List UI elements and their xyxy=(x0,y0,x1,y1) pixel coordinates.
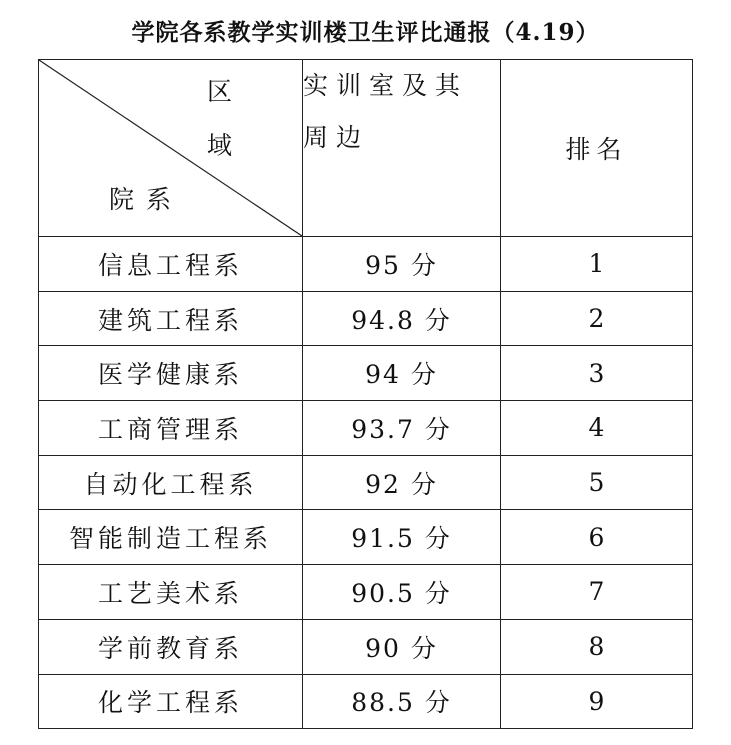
department-name: 医学健康系 xyxy=(39,346,303,401)
rank-value: 4 xyxy=(501,401,693,456)
department-name: 化学工程系 xyxy=(39,674,303,729)
header-room-area xyxy=(303,60,501,237)
score-value: 90.5 分 xyxy=(303,565,501,620)
score-value: 90 分 xyxy=(303,619,501,674)
header-room-line2: 周边 xyxy=(303,123,370,152)
table-row xyxy=(39,674,693,729)
table-row xyxy=(39,291,693,346)
table-row xyxy=(39,237,693,292)
score-value: 95 分 xyxy=(303,237,501,292)
rank-value: 1 xyxy=(501,237,693,292)
rank-value: 9 xyxy=(501,674,693,729)
score-value: 93.7 分 xyxy=(303,401,501,456)
department-name: 建筑工程系 xyxy=(39,291,303,346)
score-value: 91.5 分 xyxy=(303,510,501,565)
header-department-label: 院系 xyxy=(109,185,184,214)
header-room-line1: 实训室及其 xyxy=(303,71,469,100)
rank-value: 2 xyxy=(501,291,693,346)
table-row xyxy=(39,565,693,620)
report-title: 学院各系教学实训楼卫生评比通报（4.19） xyxy=(131,19,600,46)
score-value: 92 分 xyxy=(303,455,501,510)
table-row xyxy=(39,455,693,510)
rank-value: 8 xyxy=(501,619,693,674)
department-name: 信息工程系 xyxy=(39,237,303,292)
rank-value: 6 xyxy=(501,510,693,565)
score-value: 94.8 分 xyxy=(303,291,501,346)
table-header-row xyxy=(39,60,693,237)
department-name: 工商管理系 xyxy=(39,401,303,456)
department-name: 自动化工程系 xyxy=(39,455,303,510)
score-value: 94 分 xyxy=(303,346,501,401)
table-row xyxy=(39,510,693,565)
header-region-char-2: 域 xyxy=(207,131,233,160)
table-row xyxy=(39,401,693,456)
rank-value: 5 xyxy=(501,455,693,510)
ranking-table xyxy=(38,59,693,729)
rank-value: 7 xyxy=(501,565,693,620)
table-row xyxy=(39,619,693,674)
table-row xyxy=(39,346,693,401)
header-region-char-1: 区 xyxy=(207,77,233,106)
diagonal-header-cell xyxy=(39,60,303,237)
score-value: 88.5 分 xyxy=(303,674,501,729)
department-name: 工艺美术系 xyxy=(39,565,303,620)
department-name: 学前教育系 xyxy=(39,619,303,674)
department-name: 智能制造工程系 xyxy=(39,510,303,565)
header-rank: 排名 xyxy=(501,60,693,237)
rank-value: 3 xyxy=(501,346,693,401)
